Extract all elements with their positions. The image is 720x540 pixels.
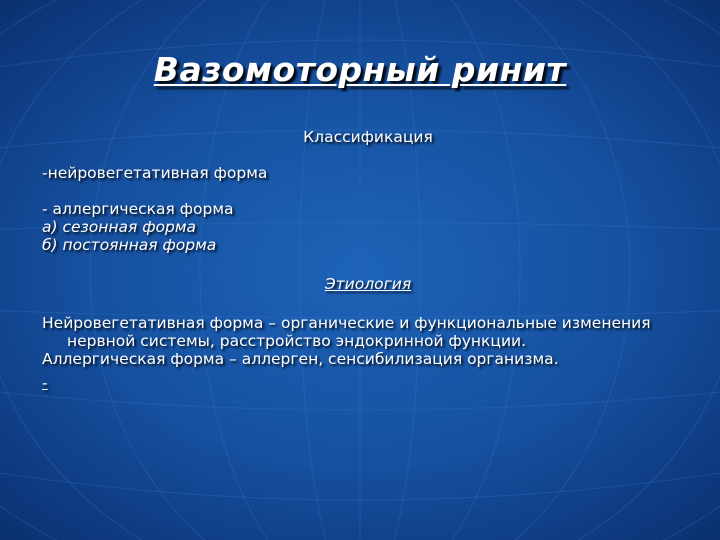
permanent-form-item: б) постоянная форма bbox=[42, 236, 217, 254]
etiology-neurovegetative-text: Нейровегетативная форма – органические и функциональные изменения нервной системы, расстройство эндокринной функции. bbox=[42, 314, 651, 350]
allergic-form-item: - аллергическая форма bbox=[42, 200, 234, 218]
slide-body bbox=[42, 128, 694, 392]
slide-title: Вазомоторный ринит bbox=[153, 50, 567, 89]
etiology-heading: Этиология bbox=[324, 275, 412, 293]
classification-heading: Классификация bbox=[303, 128, 433, 146]
neurovegetative-form-item: -нейровегетативная форма bbox=[42, 164, 268, 182]
seasonal-form-item: а) сезонная форма bbox=[42, 218, 197, 236]
trailing-dash: - bbox=[42, 374, 48, 392]
etiology-allergic-text: Аллергическая форма – аллерген, сенсибилизация организма. bbox=[42, 350, 559, 368]
